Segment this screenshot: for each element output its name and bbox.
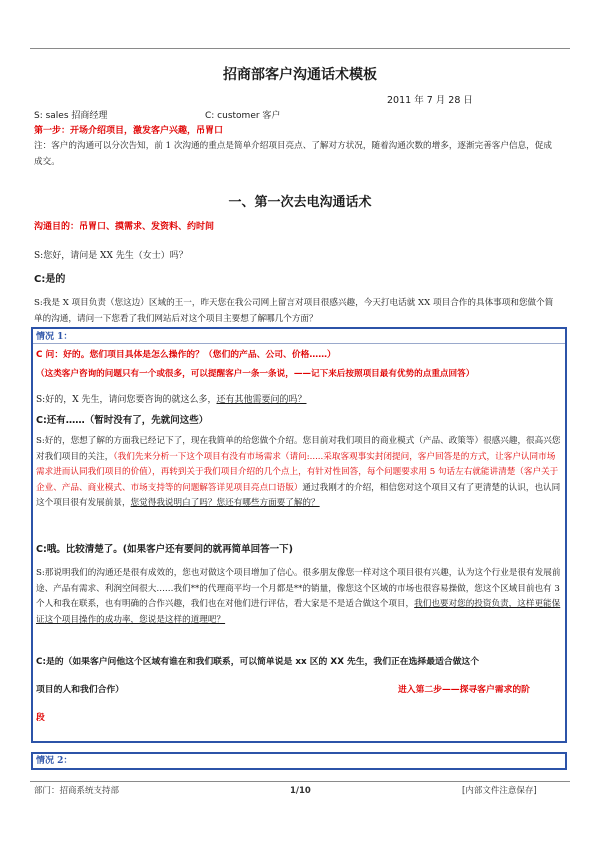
dialog-s5 — [36, 566, 562, 628]
dialog-s4 — [36, 434, 562, 512]
dialog-s5-text: S:那说明我们的沟通还是很有成效的，您也对做这个项目增加了信心。很多朋友像您一样对这个项目很有兴趣，认为这个行业是很有发展前途、产品有需求、利润空间很大……我们**的代理商平均一个月都是**的销量，像您这个区域的市场也很容易操做，您这个区域目前也有 3 个人和我在联系，也有明确的合作兴趣，我们也在对他们进行评估，看大家是不是适合做这个项目， — [36, 568, 561, 609]
case2-label: 情况 2： — [36, 756, 73, 766]
customer-question: C 问：好的。您们项目具体是怎么操作的？（您们的产品、公司、价格……） — [36, 350, 336, 360]
section-title: 一、第一次去电沟通话术 — [228, 195, 372, 210]
hint-remark: （这类客户咨询的问题只有一个或很多，可以提醒客户一条一条说，——记下来后按照项目最有优势的点重点回答） — [36, 369, 475, 379]
next-step-link: 进入第二步——探寻客户需求的阶 — [398, 685, 530, 695]
dialog-c4-line1: C:是的（如果客户问他这个区域有谁在和我们联系，可以简单说是 xx 区的 XX 先生，我们正在选择最适合做这个 — [36, 657, 479, 667]
footer-confidential: [内部文件注意保存] — [462, 786, 537, 796]
dialog-s5-question: 我们也要对您的投资负责，这样更能保证这个项目操作的成功率，您说是这样的道理吧？ — [36, 599, 561, 625]
footer-rule — [30, 781, 570, 782]
footer-dept: 部门：招商系统支持部 — [34, 786, 120, 796]
dialog-c4-line2: 项目的人和我们合作） — [36, 685, 124, 695]
top-rule — [30, 48, 570, 49]
dialog-s4-guidance: （我们先来分析一下这个项目有没有市场需求（请问:.....采取客观事实封闭提问，客户回答是的方式，让客户认同市场需求进而认同我们项目的价值），再转到关于我们项目介绍的几个点上，有针对性回答，每个问题要求用 5 句话左右就能讲清楚（客户关于企业、产品、商业模式、市场支持等的问题解答详见项目亮点口语版） — [36, 451, 559, 493]
purpose-line: 沟通目的：吊胃口、摸需求、发资料、约时间 — [34, 222, 215, 232]
dialog-s4-question: 您觉得我说明白了吗？您还有哪些方面要了解的？ — [130, 498, 320, 508]
customer-label: C: customer 客户 — [205, 111, 281, 121]
dialog-c3: C:哦。比较清楚了。(如果客户还有要问的就再简单回答一下) — [36, 544, 293, 555]
doc-date: 2011 年 7 月 28 日 — [387, 95, 473, 106]
case1-label: 情况 1： — [36, 332, 73, 342]
dialog-s3-question: 还有其他需要问的吗？ — [216, 395, 307, 405]
dialog-s3-text: S:好的，X 先生，请问您要咨询的就这么多， — [36, 395, 217, 405]
dialog-s2: S:我是 X 项目负责（您这边）区域的王一，昨天您在我公司网上留言对项目很感兴趣，今天打电话就 XX 项目合作的具体事项和您做个简单的沟通，请问一下您看了我们网站后对这个项目主要想了解哪几个方面？ — [34, 298, 554, 324]
intro-note: 注：客户的沟通可以分次告知，前 1 次沟通的重点是简单介绍项目亮点、了解对方状况，随着沟通次数的增多，逐渐完善客户信息，促成成交。 — [34, 141, 552, 167]
next-step-tail: 段 — [36, 713, 45, 723]
dialog-s1: S:您好，请问是 XX 先生（女士）吗？ — [34, 251, 188, 261]
box-divider — [33, 343, 565, 344]
doc-title: 招商部客户沟通话术模板 — [223, 67, 377, 83]
step1-heading: 第一步：开场介绍项目，激发客户兴趣，吊胃口 — [34, 126, 224, 136]
dialog-c1: C:是的 — [34, 274, 66, 285]
footer-page: 1/10 — [290, 786, 311, 796]
dialog-c2: C:还有……（暂时没有了，先就问这些） — [36, 415, 209, 426]
dialog-s4-summary: 通过我刚才的介绍，相信您对这个项目又有了更清楚的认识，也认同这个项目很有发展前景， — [36, 482, 561, 508]
dialog-s4-intro: S:好的，您想了解的方面我已经记下了，现在我简单的给您做个介绍。您目前对我们项目的商业模式（产品、政策等）很感兴趣，很高兴您对我们项目的关注， — [36, 436, 561, 462]
case1-box — [31, 327, 567, 743]
dialog-s3 — [36, 393, 306, 407]
sales-label: S: sales 招商经理 — [34, 111, 108, 121]
case2-box — [31, 752, 567, 770]
